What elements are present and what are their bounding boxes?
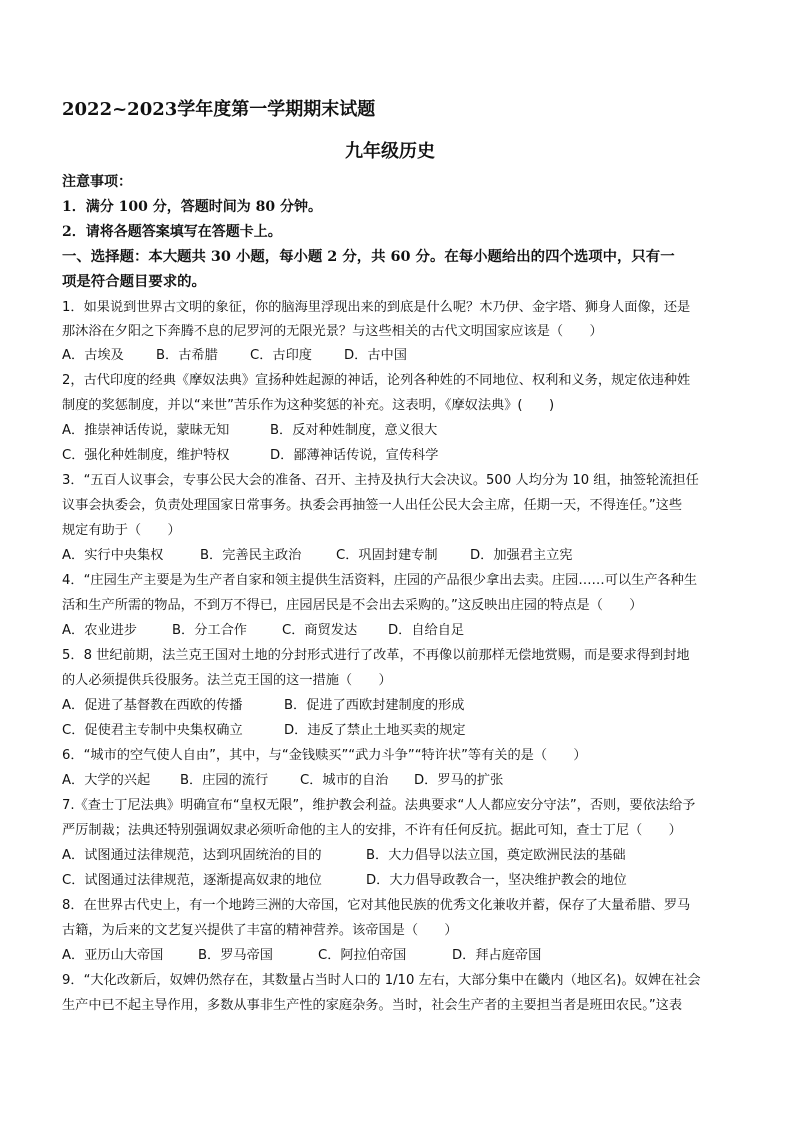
question-stem: 4．“庄园生产主要是为生产者自家和领主提供生活资料，庄园的产品很少拿出去卖。庄园……可以生产各种生 [62,573,698,588]
question-stem: 3．“五百人议事会，专事公民大会的准备、召开、主持及执行大会决议。500 人均分为 10 组，抽签轮流担任 [62,473,699,488]
question-stem: 严厉制裁；法典还特别强调奴隶必须听命他的主人的安排，不许有任何反抗。据此可知，查士丁尼（ ） [62,823,682,838]
question-stem: 9．“大化改新后，奴婢仍然存在，其数量占当时人口的 1/10 左右，大部分集中在畿内（地区名)。奴婢在社会 [62,973,701,988]
option: D．违反了禁止土地买卖的规定 [284,723,466,738]
question-stem: 议事会执委会，负责处理国家日常事务。执委会再抽签一人出任公民大会主席，任期一天，不得连任。”这些 [62,498,683,513]
question-stem: 那沐浴在夕阳之下奔腾不息的尼罗河的无限光景？与这些相关的古代文明国家应该是（ ） [62,324,603,339]
question-stem: 古籍，为后来的文艺复兴提供了丰富的精神营养。该帝国是（ ） [62,923,458,938]
question-stem: 8．在世界古代史上，有一个地跨三洲的大帝国，它对其他民族的优秀文化兼收并蓄，保存了大量希腊、罗马 [62,898,691,913]
option: C．商贸发达 [282,623,358,638]
option: D．拜占庭帝国 [452,948,542,963]
option: D．罗马的扩张 [414,773,504,788]
question-stem: 规定有助于（ ） [62,523,181,538]
option: B．罗马帝国 [198,948,273,963]
section-heading: 项是符合题目要求的。 [62,273,206,290]
option: C．城市的自治 [300,773,389,788]
option: D．古中国 [344,348,407,363]
option: B．促进了西欧封建制度的形成 [284,698,465,713]
question-stem: 2，古代印度的经典《摩奴法典》宣扬种姓起源的神话，论列各种姓的不同地位、权利和义务，规定依违种姓 [62,373,691,388]
option: B．庄园的流行 [180,773,269,788]
question-stem: 的人必须提供兵役服务。法兰克王国的这一措施（ ） [62,673,392,688]
option: C．古印度 [250,348,312,363]
question-stem: 7.《查士丁尼法典》明确宣布“皇权无限”，维护教会利益。法典要求“人人都应安分守法”，否则，要依法给予 [62,798,696,813]
question-stem: 6．“城市的空气使人自由”，其中，与“金钱赎买”“武力斗争”“特许状”等有关的是（ ） [62,748,587,763]
option: A．促进了基督教在西欧的传播 [62,698,243,713]
question-stem: 活和生产所需的物品，不到万不得已，庄园居民是不会出去采购的。”这反映出庄园的特点是（ ） [62,598,643,613]
option: C．强化种姓制度，维护特权 [62,448,230,463]
option: D．加强君主立宪 [470,548,573,563]
option: A．农业进步 [62,623,137,638]
option: D．大力倡导政教合一，坚决维护教会的地位 [366,873,627,888]
question-stem: 5．8 世纪前期，法兰克王国对土地的分封形式进行了改革，不再像以前那样无偿地赏赐，而是要求得到封地 [62,648,690,663]
option: D．自给自足 [388,623,465,638]
question-stem: 1．如果说到世界古文明的象征，你的脑海里浮现出来的到底是什么呢？木乃伊、金字塔、狮身人面像，还是 [62,300,691,315]
option: B．完善民主政治 [200,548,302,563]
option: B．反对种姓制度，意义很大 [270,423,438,438]
notice-item: 1．满分 100 分，答题时间为 80 分钟。 [62,199,322,215]
exam-subject: 九年级历史 [345,141,435,162]
option: B．分工合作 [172,623,247,638]
option: A．试图通过法律规范，达到巩固统治的目的 [62,848,322,863]
notice-heading: 注意事项： [62,174,132,190]
question-stem: 生产中已不起主导作用，多数从事非生产性的家庭杂务。当时，社会生产者的主要担当者是班田农民。”这表 [62,998,683,1013]
option: B．古希腊 [156,348,218,363]
option: A．推崇神话传说，蒙昧无知 [62,423,230,438]
option: D．鄙薄神话传说，宣传科学 [270,448,439,463]
option: B．大力倡导以法立国，奠定欧洲民法的基础 [366,848,626,863]
option: C．试图通过法律规范，逐渐提高奴隶的地位 [62,873,322,888]
option: C．巩固封建专制 [336,548,438,563]
question-stem: 制度的奖惩制度，并以“来世”苦乐作为这种奖惩的补充。这表明，《摩奴法典》( ) [62,398,555,413]
section-heading: 一、选择题：本大题共 30 小题，每小题 2 分，共 60 分。在每小题给出的四个选项中，只有一 [62,248,675,265]
option: A．古埃及 [62,348,124,363]
option: A．实行中央集权 [62,548,164,563]
notice-item: 2．请将各题答案填写在答题卡上。 [62,224,282,240]
exam-title: 2022~2023学年度第一学期期末试题 [62,99,376,120]
option: C．促使君主专制中央集权确立 [62,723,243,738]
option: A．大学的兴起 [62,773,151,788]
option: A．亚历山大帝国 [62,948,164,963]
option: C．阿拉伯帝国 [318,948,407,963]
